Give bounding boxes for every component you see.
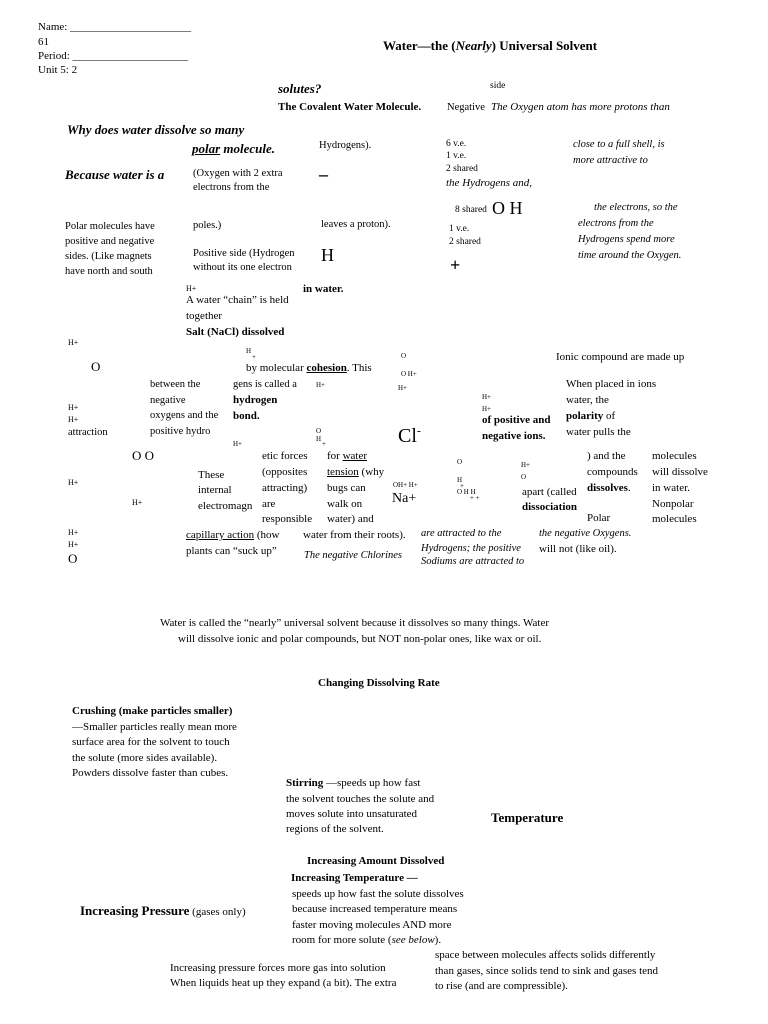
and-the-1: ) and the [587,450,626,462]
space-line-3: to rise (and are compressible). [435,980,568,992]
fragment-solutes: solutes? [278,81,322,96]
crushing-line-3: the solute (more sides available). [72,752,218,764]
for-word: for [327,450,343,462]
between-4: positive hydro [150,426,211,437]
cohesion-post: . This [346,362,372,374]
fragment-hydrogens: Hydrogens). [319,140,372,151]
attracted-3: Sodiums are attracted to [421,556,525,567]
h-plus-9: H+ [68,528,79,537]
polar-molecules-1: Polar molecules have [65,221,155,232]
o-small-1: O [401,352,407,360]
between-2: negative [150,395,186,406]
hydrogen-big: H [321,245,334,265]
bond-word: bond [233,410,257,422]
for-water-3: bugs can [327,482,366,494]
capillary-action: capillary action [186,529,255,541]
o-small-4: O [521,473,527,481]
polarity-word: polarity [566,410,604,422]
stirring-line-2: the solvent touches the solute and [286,793,435,805]
etic-5: responsible [262,513,313,525]
ve-1b: 1 v.e. [449,224,470,234]
polar-molecules-4: have north and south [65,266,153,277]
molecules-5: molecules [652,513,697,525]
h-sub-1: + [252,353,256,361]
temp-4-post: ). [434,934,442,946]
h-plus-6: H+ [521,461,531,469]
h-plus-small-1b: H+ [398,384,408,392]
polar-word: polar [192,141,221,156]
apart-2: dissociation [522,501,578,513]
chain-1: A water “chain” is held [186,294,289,306]
negative-chlorines: The negative Chlorines [304,550,402,561]
plus-sign: + [450,255,461,275]
polar-word-lower: Polar [587,512,611,524]
oxygen-symbol-1: O [91,359,101,374]
page-title [383,37,597,55]
h-plus-8: H+ [132,498,143,507]
molecules-2: will dissolve [652,466,708,478]
shared-2: 2 shared [446,164,478,174]
for-water-5: water) and [327,513,374,525]
molecules-3: in water. [652,482,690,494]
summary-line-2: will dissolve ionic and polar compounds, but NOT non-polar ones, like wax or oil. [178,633,542,645]
etic-3: attracting) [262,482,308,494]
dissolves-word: dissolves [587,482,628,494]
poles-text: poles.) [193,220,222,231]
oxygen-symbol-2: O [68,551,78,566]
h-sup-2: H+ [482,393,492,401]
period-field: Period: _____________________ [38,50,189,62]
h-sub-3: H [457,476,463,484]
stirring-heading: Stirring [286,777,324,789]
h-plus-7: H+ [68,478,79,487]
shared-2b: 2 shared [449,237,481,247]
fragment-negative: Negative [447,102,485,113]
temp-line-3: faster moving molecules AND more [292,919,452,931]
molecule-word: molecule. [220,141,276,156]
ohh-charges: + + [470,494,480,502]
ve-1: 1 v.e. [446,151,467,161]
fragment-side: side [490,81,506,91]
see-below: see below [391,934,435,946]
rate-heading: Changing Dissolving Rate [318,677,440,689]
leaves-proton: leaves a proton). [321,219,391,230]
etic-2: (opposites [262,466,308,478]
gens-1: gens is called a [233,379,297,390]
pos-neg-2: negative ions. [482,430,546,442]
title-part-2: ) Universal Solvent [491,38,598,53]
ohh-label: O H H [457,488,476,496]
summary-line-1: Water is called the “nearly” universal solvent because it dissolves so many things. Water [160,617,550,629]
h-plus-1: H+ [186,284,197,293]
temp-line-4 [292,933,441,948]
h-plus-4: H+ [68,415,79,424]
temperature-increase-heading: Increasing Temperature — [291,872,418,884]
page-code: 61 [38,36,49,48]
stirring-line-3: moves solute into unsaturated [286,808,418,820]
oh-small-2: OH+ H+ [393,481,418,489]
fragment-oxygen-protons: The Oxygen atom has more protons than [491,101,670,113]
when-placed-3 [566,409,615,424]
gens-3 [233,409,260,424]
molecules-4: Nonpolar [652,498,694,510]
and-the-3 [587,481,631,496]
h-plus-2: H+ [68,338,79,347]
crushing-line-1: —Smaller particles really mean more [72,721,237,733]
electrons-so-4: time around the Oxygen. [578,250,682,261]
capillary-how: (how [254,529,280,541]
why-question-1: Why does water dissolve so many [67,122,245,137]
gens-2: hydrogen [233,394,278,406]
when-placed-4: water pulls the [566,426,631,438]
molecules-1: molecules [652,450,697,462]
electrons-so-3: Hydrogens spend more [578,234,675,245]
etic-4: are [262,498,276,510]
will-not: will not (like oil). [539,543,617,555]
crushing-heading: Crushing (make particles smaller) [72,705,233,717]
dissolves-period: . [627,482,631,494]
when-placed-1: When placed in ions [566,378,657,390]
h-plus-3: H+ [68,403,79,412]
cohesion-word: cohesion [306,362,347,374]
oxygen-extra-1: (Oxygen with 2 extra [193,168,283,179]
water-from-roots: water from their roots). [303,529,406,541]
title-part-emphasis: Nearly [455,38,492,53]
polar-molecules-3: sides. (Like magnets [65,251,152,262]
pressure-heading: Increasing Pressure [80,903,190,918]
temperature-heading: Temperature [491,810,564,825]
o-small-3: O [457,458,463,466]
in-water: in water. [303,283,344,295]
these-1: These [198,469,225,481]
close-shell-1: close to a full shell, is [573,139,665,150]
pos-neg-1: of positive and [482,414,551,426]
o-small-2: O [316,427,322,435]
for-water-1 [327,449,367,464]
chloride-ion [398,422,421,450]
and-the-2: compounds [587,466,638,478]
ve-6: 6 v.e. [446,139,467,149]
for-water-4: walk on [327,498,363,510]
stirring-text: —speeds up how fast [323,777,421,789]
oh-label: O H [492,198,523,218]
h-sup-1: H [246,347,252,355]
name-field: Name: ______________________ [38,21,192,33]
cl-symbol: Cl [398,425,417,447]
h-sup-3: H+ [482,405,492,413]
capillary-line [186,528,279,543]
etic-1: etic forces [262,450,308,462]
apart-1: apart (called [522,486,577,498]
electrons-so-1: the electrons, so the [594,202,678,213]
close-shell-2: more attractive to [573,155,648,166]
sodium-ion: Na+ [392,491,417,506]
temp-4-pre: room for more solute ( [292,934,392,946]
pressure-note: (gases only) [189,906,246,918]
chain-2: together [186,310,223,322]
salt-dissolved: Salt (NaCl) dissolved [186,326,285,338]
crushing-line-2: surface area for the solvent to touch [72,736,230,748]
tension-word: tension [327,466,359,478]
pressure-line-2: When liquids heat up they expand (a bit). The extra [170,977,397,989]
for-water-2 [327,465,384,480]
attraction-label: attraction [68,427,108,438]
h-plus-small-1: H+ [316,381,326,389]
attracted-1: are attracted to the [421,528,502,539]
oxygen-extra-2: electrons from the [193,182,270,193]
between-1: between the [150,379,201,390]
minus-sign: – [319,164,328,184]
shared-8: 8 shared [455,205,487,215]
oxygen-pair: O O [132,448,155,463]
why-question-2 [192,140,275,158]
amount-heading: Increasing Amount Dissolved [307,855,445,867]
water-word: water [342,450,368,462]
because-text: Because water is a [65,167,165,182]
h-plus-10: H+ [68,540,79,549]
space-line-1: space between molecules affects solids differently [435,949,656,961]
these-2: internal [198,484,232,496]
cl-charge: - [416,423,421,438]
h-sub-2b: + [322,440,326,448]
unit-label: Unit 5: 2 [38,64,78,76]
cohesion-line [246,361,372,376]
oh-small-1: O H+ [401,370,417,378]
stirring-line-4: regions of the solvent. [286,823,384,835]
pressure-line-1: Increasing pressure forces more gas into solution [170,962,386,974]
temp-line-2: because increased temperature means [292,903,458,915]
pressure-heading-line [80,902,246,920]
h-sub-2: H [316,435,322,443]
fragment-the-hydrogens: the Hydrogens and, [446,177,533,189]
attracted-2: Hydrogens; the positive [421,543,521,554]
when-placed-2: water, the [566,394,609,406]
cohesion-pre: by molecular [246,362,307,374]
polarity-of: of [603,410,616,422]
plants-suck-up: plants can “suck up” [186,545,277,557]
ionic-compound: Ionic compound are made up [556,351,685,363]
negative-oxygens: the negative Oxygens. [539,528,632,539]
h-sub-3b: + [460,482,464,490]
title-part-1: Water—the ( [383,38,456,53]
positive-side-2: without its one electron [193,262,292,273]
crushing-line-4: Powders dissolve faster than cubes. [72,767,229,779]
these-3: electromagn [198,500,253,512]
temp-line-1: speeds up how fast the solute dissolves [292,888,464,900]
why-word: (why [358,466,385,478]
between-3: oxygens and the [150,410,219,421]
space-line-2: than gases, since solids tend to sink and gases tend [435,965,659,977]
h-plus-5: H+ [233,440,243,448]
polar-molecules-2: positive and negative [65,236,155,247]
covalent-heading: The Covalent Water Molecule. [278,101,422,113]
stirring-line-1 [286,776,420,791]
positive-side-1: Positive side (Hydrogen [193,248,295,259]
electrons-so-2: electrons from the [578,218,654,229]
bond-period: . [256,410,260,422]
